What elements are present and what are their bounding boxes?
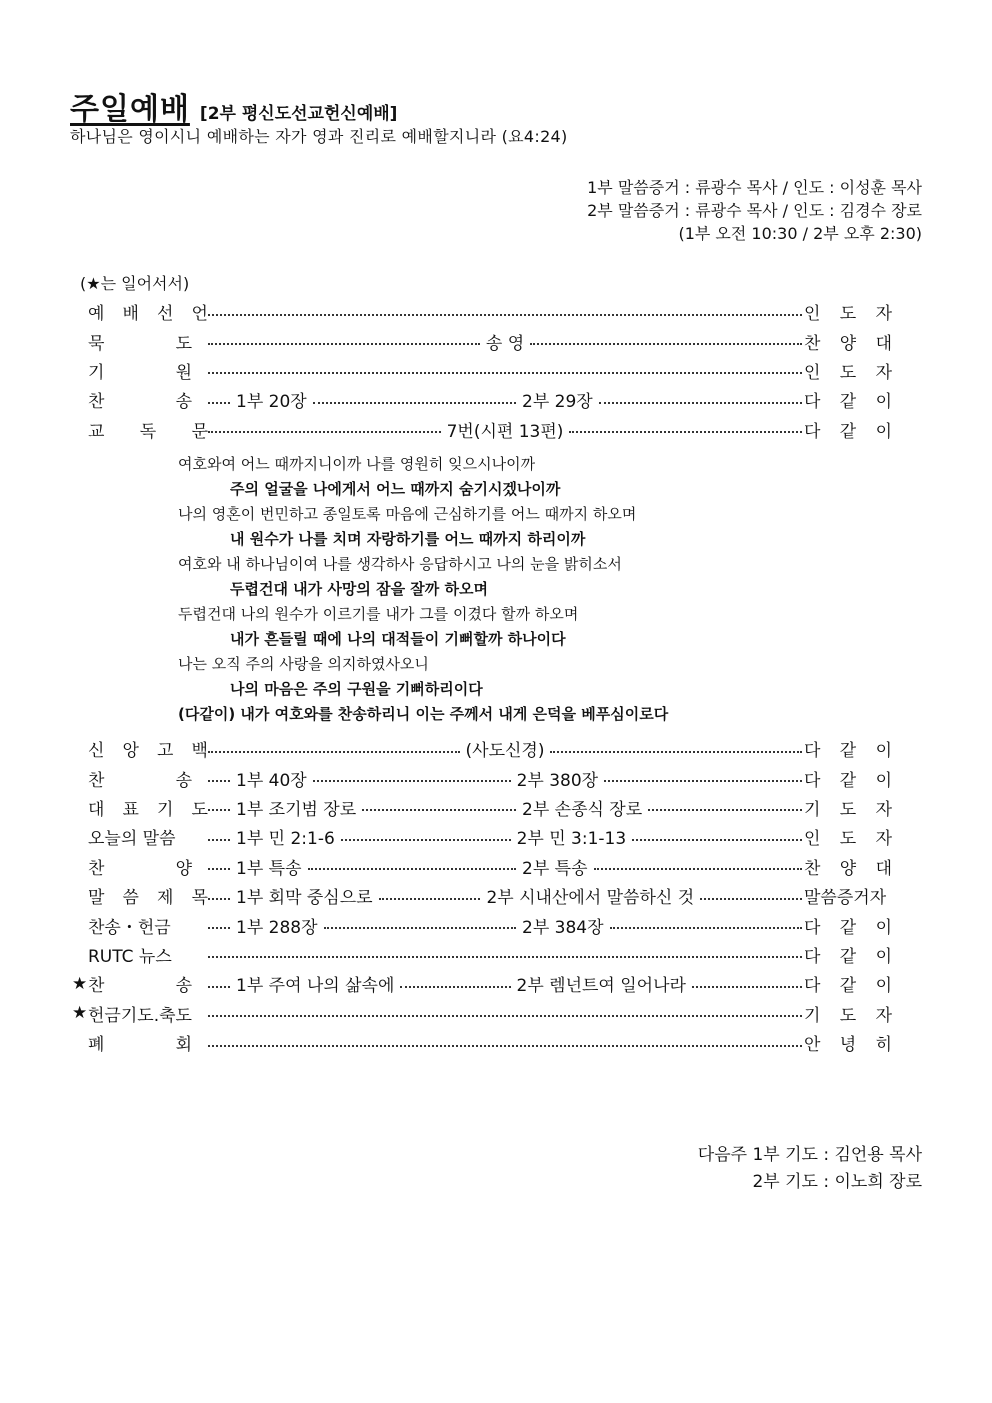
order-item-char: 묵: [88, 333, 105, 354]
order-row: [70, 415, 902, 444]
order-item-char: 언: [191, 304, 208, 325]
order-role-char: 찬: [804, 858, 821, 879]
order-role-char: 같: [839, 741, 857, 762]
order-role-char: 녕: [839, 1035, 857, 1056]
star-marker: ★: [72, 1003, 88, 1024]
order-row: [70, 940, 902, 969]
dot-leader: [400, 986, 510, 988]
order-item-name: [88, 358, 192, 383]
order-role-char: 도: [839, 829, 857, 850]
order-role-char: 같: [839, 770, 857, 791]
dot-leader: [208, 868, 230, 870]
order-item-name: [88, 971, 192, 996]
order-item-name: [88, 417, 208, 442]
order-item-name: [88, 766, 192, 791]
order-detail-left: 1부 특송: [236, 858, 302, 879]
dot-leader: [208, 372, 802, 374]
star-marker: ★: [72, 973, 88, 994]
order-row: [70, 763, 902, 792]
dot-leader: [208, 956, 802, 958]
order-detail: [204, 366, 806, 374]
order-detail-right: 2부 민 3:1-13: [516, 829, 627, 850]
order-item-name: [88, 299, 208, 324]
order-role-char: 다: [804, 741, 821, 762]
dot-leader: [530, 343, 802, 345]
order-role: [804, 299, 892, 324]
order-detail-right: 2부 380장: [516, 770, 599, 791]
order-role-char: 자: [875, 829, 892, 850]
order-role-char: 인: [804, 304, 821, 325]
reading-line-response: 내 원수가 나를 치며 자랑하기를 어느 때까지 하리이까: [230, 530, 586, 548]
order-detail: [204, 1039, 806, 1047]
order-role-char: 도: [839, 362, 857, 383]
order-role: [804, 766, 892, 791]
order-role-char: 이: [875, 770, 892, 791]
dot-leader: [599, 402, 802, 404]
service-times: (1부 오전 10:30 / 2부 오후 2:30): [678, 224, 922, 243]
responsive-reading: [178, 452, 668, 727]
order-item-char: 고: [157, 741, 174, 762]
order-role: 말씀증거자: [804, 888, 887, 909]
order-role: [804, 358, 892, 383]
reading-line-leader: 나의 영혼이 번민하고 종일토록 마음에 근심하기를 어느 때까지 하오며: [178, 505, 637, 523]
order-detail-right: 2부 29장: [522, 392, 593, 413]
order-item-name: RUTC 뉴스: [88, 946, 172, 967]
order-item-name: 헌금기도.축도: [88, 1005, 192, 1026]
order-row: [70, 969, 902, 998]
order-detail: [204, 766, 806, 791]
order-role: [804, 417, 892, 442]
order-item-char: 선: [157, 304, 174, 325]
order-item-name: [88, 736, 208, 761]
reading-line-leader: 두렵건대 나의 원수가 이르기를 내가 그를 이겼다 할까 하오며: [178, 605, 579, 623]
order-item-char: 양: [175, 858, 192, 879]
order-detail: [204, 736, 806, 761]
dot-leader: [692, 986, 802, 988]
order-role-char: 자: [875, 1005, 892, 1026]
order-role-char: 인: [804, 829, 821, 850]
order-role-char: 이: [875, 741, 892, 762]
reading-line-response: 두렵건대 내가 사망의 잠을 잘까 하오며: [230, 580, 488, 598]
order-role-char: 같: [839, 392, 857, 413]
order-role: [804, 824, 892, 849]
order-item-char: 교: [88, 421, 105, 442]
order-item-char: 찬: [88, 976, 105, 997]
page-title: 주일예배: [70, 92, 190, 127]
order-role-char: 이: [875, 421, 892, 442]
order-role-char: 이: [875, 976, 892, 997]
order-item-char: 폐: [88, 1035, 105, 1056]
dot-leader: [208, 751, 460, 753]
dot-leader: [569, 431, 802, 433]
service1-info: 1부 말씀증거 : 류광수 목사 / 인도 : 이성훈 목사: [587, 178, 922, 197]
dot-leader: [604, 780, 802, 782]
order-detail: [204, 913, 806, 938]
title-line: [70, 84, 397, 128]
order-detail: [204, 795, 806, 820]
service2-info: 2부 말씀증거 : 류광수 목사 / 인도 : 김경수 장로: [587, 201, 922, 220]
order-detail-right: 2부 시내산에서 말씀하신 것: [486, 888, 695, 909]
order-of-worship-bottom: [70, 734, 902, 1057]
order-role-char: 이: [875, 917, 892, 938]
dot-leader: [208, 986, 230, 988]
dot-leader: [208, 1045, 802, 1047]
order-role-char: 다: [804, 392, 821, 413]
order-item-char: 도: [175, 333, 192, 354]
dot-leader: [632, 839, 802, 841]
order-detail-center: 7번(시편 13편): [446, 421, 564, 442]
order-role-char: 대: [875, 333, 892, 354]
standing-note: (★는 일어서서): [80, 274, 190, 293]
reading-line-leader: 나는 오직 주의 사랑을 의지하였사오니: [178, 655, 429, 673]
order-detail: [204, 387, 806, 412]
reading-line-leader: 여호와여 어느 때까지니이까 나를 영원히 잊으시나이까: [178, 455, 536, 473]
preacher-info: [587, 176, 922, 245]
order-row: [70, 999, 902, 1028]
order-row: [70, 734, 902, 763]
order-detail: [204, 971, 806, 996]
dot-leader: [648, 809, 802, 811]
order-role-char: 히: [875, 1035, 892, 1056]
reading-line-response: 내가 흔들릴 때에 나의 대적들이 기뻐할까 하나이다: [230, 630, 566, 648]
order-item-char: 앙: [122, 741, 139, 762]
order-item-name: [88, 883, 208, 908]
order-role-char: 도: [839, 1005, 857, 1026]
order-role-char: 양: [839, 858, 857, 879]
order-item-char: 표: [122, 799, 139, 820]
order-row: [70, 326, 902, 355]
order-role-char: 기: [804, 1005, 821, 1026]
order-item-char: 신: [88, 741, 105, 762]
order-detail-left: 1부 20장: [236, 392, 307, 413]
order-item-char: 씀: [122, 888, 139, 909]
order-item-char: 독: [139, 421, 157, 442]
order-detail-center: 송 영: [485, 333, 525, 354]
dot-leader: [362, 809, 516, 811]
order-detail: [204, 329, 806, 354]
order-detail: [204, 1009, 806, 1017]
order-role-char: 인: [804, 362, 821, 383]
order-role-char: 이: [875, 392, 892, 413]
next-week-prayer-2: 2부 기도 : 이노희 장로: [752, 1172, 922, 1192]
order-item-char: 찬: [88, 858, 105, 879]
order-role-char: 도: [839, 304, 857, 325]
order-role-char: 다: [804, 770, 821, 791]
order-role-char: 같: [839, 946, 857, 967]
dot-leader: [208, 927, 230, 929]
order-row: [70, 297, 902, 326]
order-role: [804, 736, 892, 761]
dot-leader: [208, 898, 230, 900]
reading-line-response: 주의 얼굴을 나에게서 어느 때까지 숨기시겠나이까: [230, 480, 561, 498]
dot-leader: [313, 402, 516, 404]
order-detail-left: 1부 40장: [236, 770, 307, 791]
order-item-char: 송: [175, 770, 192, 791]
order-detail-left: 1부 288장: [236, 917, 318, 938]
reading-line-all: (다같이) 내가 여호와를 찬송하리니 이는 주께서 내게 은덕을 베푸심이로다: [178, 705, 669, 723]
order-detail: [204, 854, 806, 879]
scripture-verse: 하나님은 영이시니 예배하는 자가 영과 진리로 예배할지니라 (요4:24): [70, 127, 568, 146]
dot-leader: [700, 898, 802, 900]
order-detail: [204, 417, 806, 442]
dot-leader: [379, 898, 481, 900]
dot-leader: [610, 927, 802, 929]
order-role-char: 다: [804, 917, 821, 938]
order-role-char: 안: [804, 1035, 821, 1056]
order-role-char: 도: [839, 799, 857, 820]
order-role-char: 대: [875, 858, 892, 879]
order-of-worship-top: [70, 297, 902, 444]
order-item-name: 오늘의 말씀: [88, 829, 176, 850]
order-role-char: 양: [839, 333, 857, 354]
order-role: [804, 795, 892, 820]
order-role: [804, 854, 892, 879]
dot-leader: [208, 780, 230, 782]
order-row: [70, 356, 902, 385]
order-detail-left: 1부 주여 나의 삶속에: [236, 976, 395, 997]
order-item-name: [88, 1030, 192, 1055]
order-role-char: 다: [804, 421, 821, 442]
order-role-char: 다: [804, 946, 821, 967]
reading-line-leader: 여호와 내 하나님이여 나를 생각하사 응답하시고 나의 눈을 밝히소서: [178, 555, 622, 573]
order-row: [70, 793, 902, 822]
order-item-char: 기: [157, 799, 174, 820]
order-detail-right: 2부 384장: [522, 917, 604, 938]
order-item-char: 송: [175, 976, 192, 997]
order-item-char: 배: [122, 304, 139, 325]
order-role: [804, 971, 892, 996]
order-item-char: 말: [88, 888, 105, 909]
dot-leader: [208, 809, 230, 811]
order-item-char: 목: [191, 888, 208, 909]
dot-leader: [594, 868, 803, 870]
order-item-char: 예: [88, 304, 105, 325]
order-role-char: 같: [839, 421, 857, 442]
order-detail: [204, 883, 806, 908]
order-role-char: 이: [875, 946, 892, 967]
order-row: [70, 822, 902, 851]
order-item-char: 대: [88, 799, 105, 820]
order-detail: [204, 824, 806, 849]
order-row: [70, 881, 902, 910]
order-detail-right: 2부 렘넌트여 일어나라: [516, 976, 686, 997]
order-row: [70, 385, 902, 414]
order-detail: [204, 308, 806, 316]
order-role: [804, 1001, 892, 1026]
order-role-char: 자: [875, 362, 892, 383]
order-detail-left: 1부 회막 중심으로: [236, 888, 373, 909]
next-week-prayer-1: 다음주 1부 기도 : 김언용 목사: [697, 1145, 922, 1165]
order-row: [70, 852, 902, 881]
order-item-char: 기: [88, 362, 105, 383]
order-item-char: 문: [191, 421, 208, 442]
dot-leader: [208, 343, 480, 345]
order-item-char: 원: [175, 362, 192, 383]
dot-leader: [313, 780, 511, 782]
order-row: [70, 910, 902, 939]
order-item-name: [88, 387, 192, 412]
order-item-name: [88, 854, 192, 879]
order-role: [804, 1030, 892, 1055]
page-subtitle: [2부 평신도선교헌신예배]: [199, 104, 398, 124]
order-detail-left: 1부 조기범 장로: [236, 799, 357, 820]
order-detail-right: 2부 특송: [522, 858, 588, 879]
dot-leader: [208, 314, 802, 316]
dot-leader: [341, 839, 511, 841]
reading-line-response: 나의 마음은 주의 구원을 기뻐하리이다: [230, 680, 483, 698]
order-item-char: 도: [191, 799, 208, 820]
order-item-char: 회: [175, 1035, 192, 1056]
dot-leader: [208, 839, 230, 841]
dot-leader: [208, 402, 230, 404]
order-item-char: 제: [157, 888, 174, 909]
next-week-prayer: [698, 1142, 922, 1196]
order-role: [804, 329, 892, 354]
order-item-char: 송: [175, 392, 192, 413]
order-item-char: 백: [191, 741, 208, 762]
dot-leader: [550, 751, 802, 753]
dot-leader: [324, 927, 516, 929]
order-item-name: [88, 795, 208, 820]
order-role: [804, 942, 892, 967]
order-role-char: 자: [875, 304, 892, 325]
order-role: [804, 913, 892, 938]
order-role-char: 다: [804, 976, 821, 997]
order-row: [70, 1028, 902, 1057]
order-detail-left: 1부 민 2:1-6: [236, 829, 335, 850]
order-detail-center: (사도신경): [465, 741, 545, 762]
order-role-char: 같: [839, 976, 857, 997]
order-detail: [204, 950, 806, 958]
order-item-name: 찬송・헌금: [88, 917, 171, 938]
order-role: [804, 387, 892, 412]
order-item-name: [88, 329, 192, 354]
order-role-char: 자: [875, 799, 892, 820]
dot-leader: [308, 868, 517, 870]
order-role-char: 같: [839, 917, 857, 938]
order-item-char: 찬: [88, 770, 105, 791]
order-role-char: 기: [804, 799, 821, 820]
order-detail-right: 2부 손종식 장로: [522, 799, 643, 820]
dot-leader: [208, 431, 441, 433]
order-item-char: 찬: [88, 392, 105, 413]
order-role-char: 찬: [804, 333, 821, 354]
dot-leader: [208, 1015, 802, 1017]
